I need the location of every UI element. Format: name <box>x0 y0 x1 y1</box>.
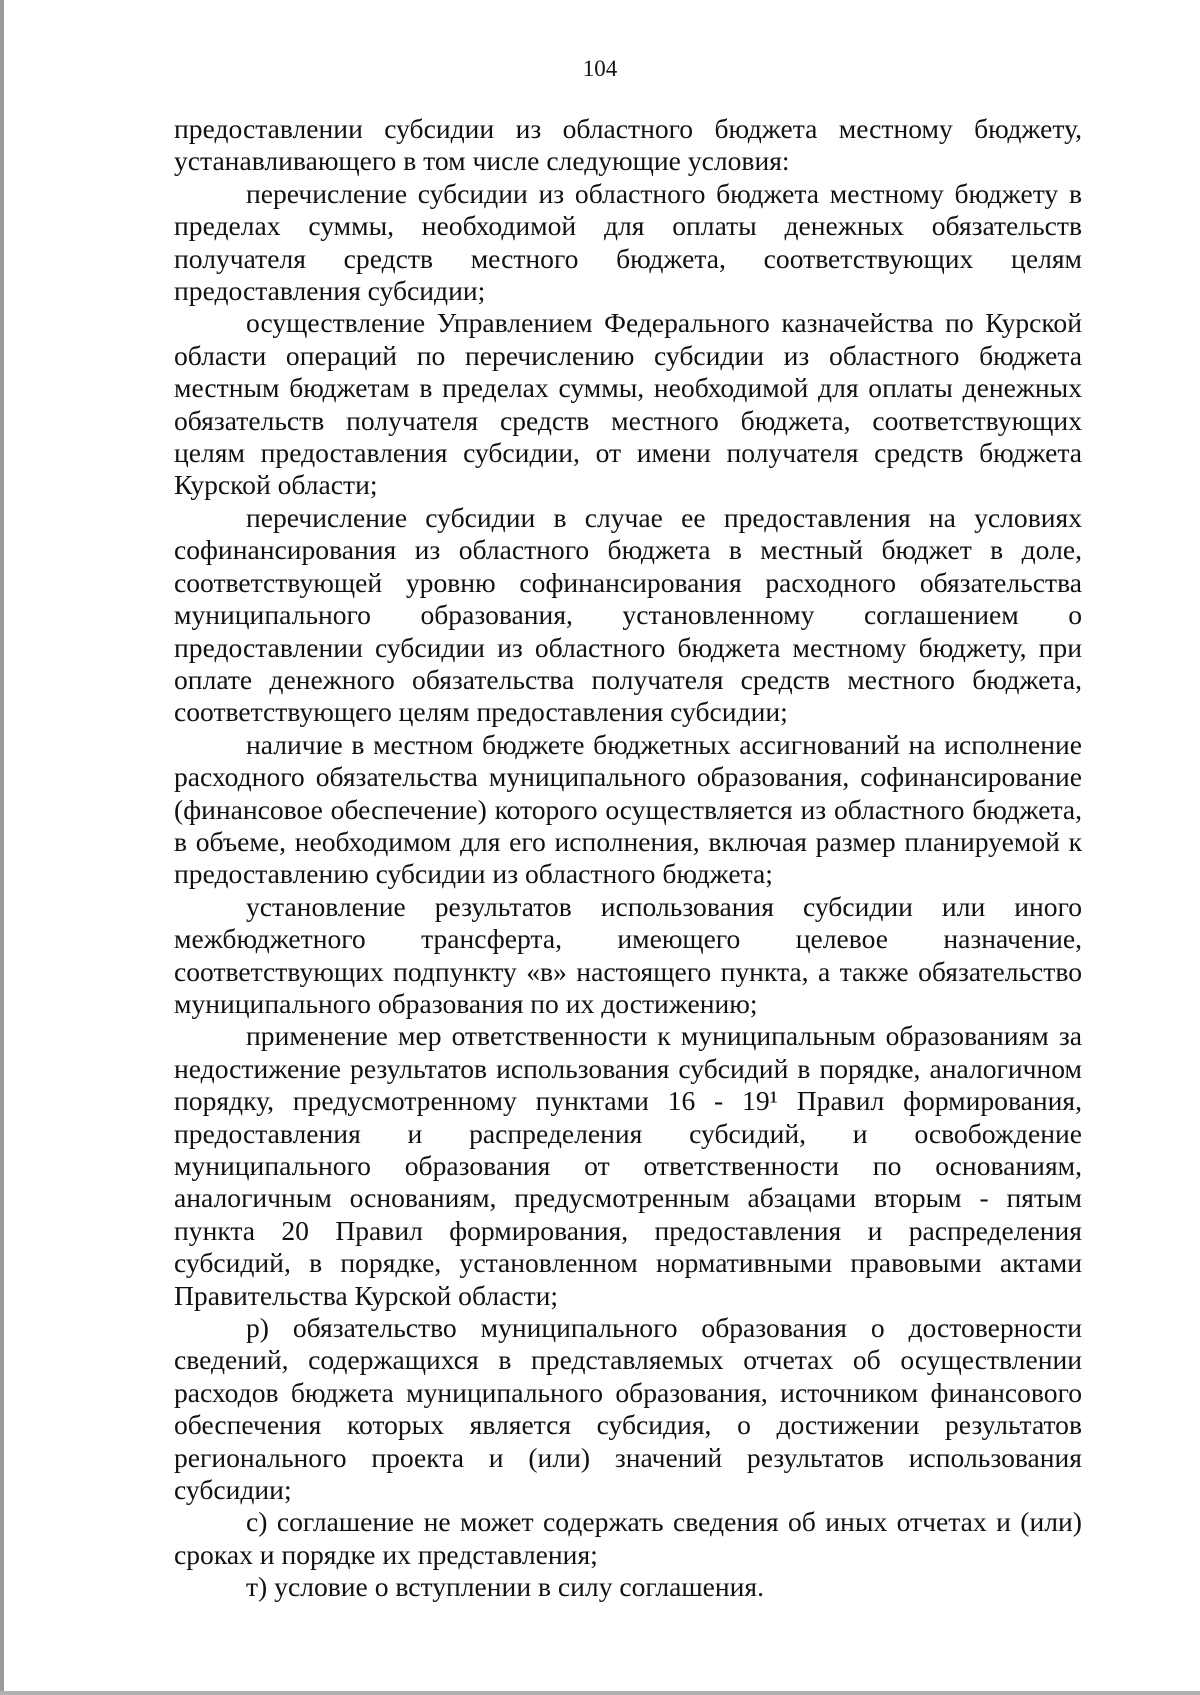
paragraph-item-s: с) соглашение не может содержать сведения об иных отчетах и (или) сроках и порядке их представления; <box>174 1506 1082 1570</box>
paragraph-transfer-within-limits: перечисление субсидии из областного бюджета местному бюджету в пределах суммы, необходимой для оплаты денежных обязательств получателя средств местного бюджета, соответствующих целям предоставления субсидии; <box>174 177 1082 307</box>
paragraph-cofinancing-transfer: перечисление субсидии в случае ее предоставления на условиях софинансирования из областного бюджета в местный бюджет в доле, соответствующей уровню софинансирования расходного обязательства муниципального образования, установленному соглашением о предоставлении субсидии из областного бюджета местному бюджету, при оплате денежного обязательства получателя средств местного бюджета, соответствующего целям предоставления субсидии; <box>174 501 1082 728</box>
paragraph-item-t: т) условие о вступлении в силу соглашения. <box>246 1571 764 1603</box>
paragraph-budget-allocations: наличие в местном бюджете бюджетных ассигнований на исполнение расходного обязательства муниципального образования, софинансирование (финансовое обеспечение) которого осуществляется из областного бюджета, в объеме, необходимом для его исполнения, включая размер планируемой к предоставлению субсидии из областного бюджета; <box>174 728 1082 890</box>
paragraph-responsibility-measures: применение мер ответственности к муниципальным образованиям за недостижение результатов использования субсидий в порядке, аналогичном порядку, предусмотренному пунктами 16 - 19¹ Правил формирования, предоставления и распределения субсидий, и освобождение муниципального образования от ответственности по основаниям, аналогичным основаниям, предусмотренным абзацами вторым - пятым пункта 20 Правил формирования, предоставления и распределения субсидий, в порядке, установленном нормативными правовыми актами Правительства Курской области; <box>174 1020 1082 1311</box>
paragraph-continuation: предоставлении субсидии из областного бюджета местному бюджету, устанавливающего в том числе следующие условия: <box>174 113 1082 177</box>
document-body <box>174 113 1082 1604</box>
scan-edge-bottom <box>0 1691 1200 1695</box>
paragraph-treasury-operations: осуществление Управлением Федерального казначейства по Курской области операций по перечислению субсидии из областного бюджета местным бюджетам в пределах суммы, необходимой для оплаты денежных обязательств получателя средств местного бюджета, соответствующих целям предоставления субсидии, от имени получателя средств бюджета Курской области; <box>174 307 1082 501</box>
page-number: 104 <box>582 56 618 81</box>
paragraph-results-establishment: установление результатов использования субсидии или иного межбюджетного трансферта, имеющего целевое назначение, соответствующих подпункту «в» настоящего пункта, а также обязательство муниципального образования по их достижению; <box>174 890 1082 1019</box>
paragraph-item-r: р) обязательство муниципального образования о достоверности сведений, содержащихся в представляемых отчетах об осуществлении расходов бюджета муниципального образования, источником финансового обеспечения которых является субсидия, о достижении результатов регионального проекта и (или) значений результатов использования субсидии; <box>174 1312 1082 1506</box>
scan-edge-left <box>0 0 4 1695</box>
